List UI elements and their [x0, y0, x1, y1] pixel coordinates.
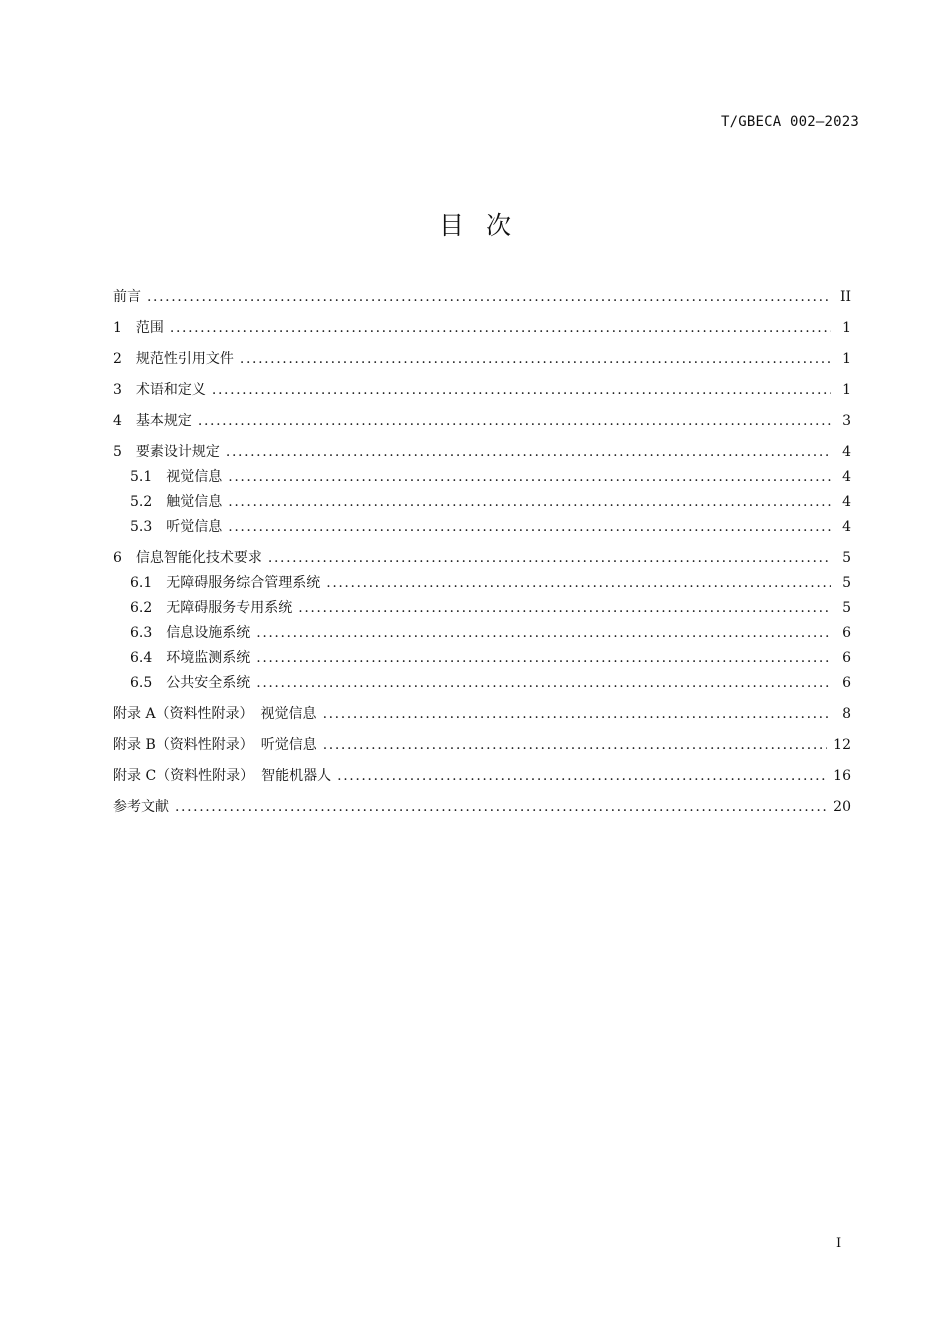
toc-entry-label: 环境监测系统 [166, 650, 251, 666]
toc-entry[interactable] [113, 571, 851, 595]
toc-entry-label: 参考文献 [113, 799, 169, 815]
toc-entry-label: 附录 B（资料性附录） 听觉信息 [113, 737, 317, 753]
toc-entry-page: 1 [842, 382, 851, 398]
toc-entry-number: 1 [113, 320, 122, 336]
toc-entry[interactable] [113, 409, 851, 433]
toc-entry[interactable] [113, 316, 851, 340]
toc-leader-dots [212, 378, 831, 402]
toc-entry-number: 6.5 [130, 675, 153, 691]
toc-entry-page: 6 [842, 650, 851, 666]
toc-leader-dots [337, 764, 827, 788]
toc-entry-number: 6 [113, 550, 122, 566]
toc-entry[interactable] [113, 795, 851, 819]
toc-entry-label: 无障碍服务综合管理系统 [166, 575, 321, 591]
toc-entry-label: 触觉信息 [166, 494, 223, 510]
toc-leader-dots [256, 671, 831, 695]
toc-entry-label: 术语和定义 [135, 382, 206, 398]
toc-entry[interactable] [113, 733, 851, 757]
toc-entry-number: 4 [113, 413, 122, 429]
toc-entry-page: 12 [833, 737, 851, 753]
toc-entry-label: 附录 C（资料性附录） 智能机器人 [113, 768, 332, 784]
toc-leader-dots [228, 515, 831, 539]
toc-entry-number: 5.1 [130, 469, 153, 485]
toc-entry-number: 3 [113, 382, 122, 398]
toc-entry[interactable] [113, 515, 851, 539]
toc-entry-page: 16 [833, 768, 851, 784]
toc-entry-page: 4 [842, 519, 851, 535]
toc-entry-label: 前言 [113, 289, 141, 305]
toc-entry-page: 6 [842, 625, 851, 641]
toc-entry[interactable] [113, 440, 851, 464]
toc-entry-page: 1 [842, 320, 851, 336]
toc-entry-page: 5 [842, 600, 851, 616]
toc-entry-page: 5 [842, 550, 851, 566]
toc-entry-page: 4 [842, 444, 851, 460]
toc-entry-page: 20 [833, 799, 851, 815]
toc-entry[interactable] [113, 465, 851, 489]
toc-entry-number: 6.1 [130, 575, 153, 591]
toc-leader-dots [256, 621, 831, 645]
toc-entry-page: 1 [842, 351, 851, 367]
toc-entry-number: 5 [113, 444, 122, 460]
toc-entry-number: 5.3 [130, 519, 153, 535]
toc-entry-page: 4 [842, 494, 851, 510]
toc-leader-dots [170, 316, 831, 340]
toc-entry-label: 附录 A（资料性附录） 视觉信息 [113, 706, 317, 722]
toc-entry-page: 6 [842, 675, 851, 691]
page-title: 目次 [438, 211, 533, 240]
toc-leader-dots [175, 795, 827, 819]
toc-entry[interactable] [113, 646, 851, 670]
toc-entry-number: 6.2 [130, 600, 153, 616]
toc-entry-label: 听觉信息 [166, 519, 223, 535]
document-id: T/GBECA 002—2023 [720, 114, 859, 130]
table-of-contents [113, 285, 851, 819]
toc-leader-dots [326, 571, 831, 595]
toc-leader-dots [256, 646, 831, 670]
toc-leader-dots [228, 490, 831, 514]
toc-entry-page: 4 [842, 469, 851, 485]
toc-entry[interactable] [113, 596, 851, 620]
toc-entry[interactable] [113, 347, 851, 371]
toc-entry-label: 规范性引用文件 [135, 351, 234, 367]
toc-entry-label: 公共安全系统 [166, 675, 251, 691]
toc-entry-number: 5.2 [130, 494, 153, 510]
toc-entry-number: 2 [113, 351, 122, 367]
toc-leader-dots [198, 409, 831, 433]
page-number: I [836, 1236, 842, 1251]
toc-leader-dots [228, 465, 831, 489]
toc-entry-page: 3 [842, 413, 851, 429]
toc-entry-label: 信息设施系统 [166, 625, 251, 641]
toc-entry-page: 8 [842, 706, 851, 722]
toc-leader-dots [226, 440, 831, 464]
toc-leader-dots [147, 285, 831, 309]
toc-entry-page: II [839, 289, 851, 305]
toc-entry-page: 5 [842, 575, 851, 591]
toc-entry[interactable] [113, 764, 851, 788]
toc-entry-label: 基本规定 [135, 413, 192, 429]
toc-entry[interactable] [113, 671, 851, 695]
toc-entry[interactable] [113, 285, 851, 309]
toc-leader-dots [298, 596, 831, 620]
toc-entry[interactable] [113, 702, 851, 726]
toc-entry[interactable] [113, 378, 851, 402]
toc-entry-number: 6.4 [130, 650, 153, 666]
toc-leader-dots [323, 702, 831, 726]
toc-entry-label: 要素设计规定 [135, 444, 220, 460]
toc-entry-label: 无障碍服务专用系统 [166, 600, 293, 616]
toc-entry-label: 视觉信息 [166, 469, 223, 485]
toc-entry-label: 信息智能化技术要求 [135, 550, 262, 566]
toc-entry-number: 6.3 [130, 625, 153, 641]
toc-entry[interactable] [113, 490, 851, 514]
toc-leader-dots [323, 733, 827, 757]
toc-leader-dots [240, 347, 831, 371]
toc-entry[interactable] [113, 621, 851, 645]
toc-entry[interactable] [113, 546, 851, 570]
toc-leader-dots [268, 546, 831, 570]
toc-entry-label: 范围 [135, 320, 164, 336]
